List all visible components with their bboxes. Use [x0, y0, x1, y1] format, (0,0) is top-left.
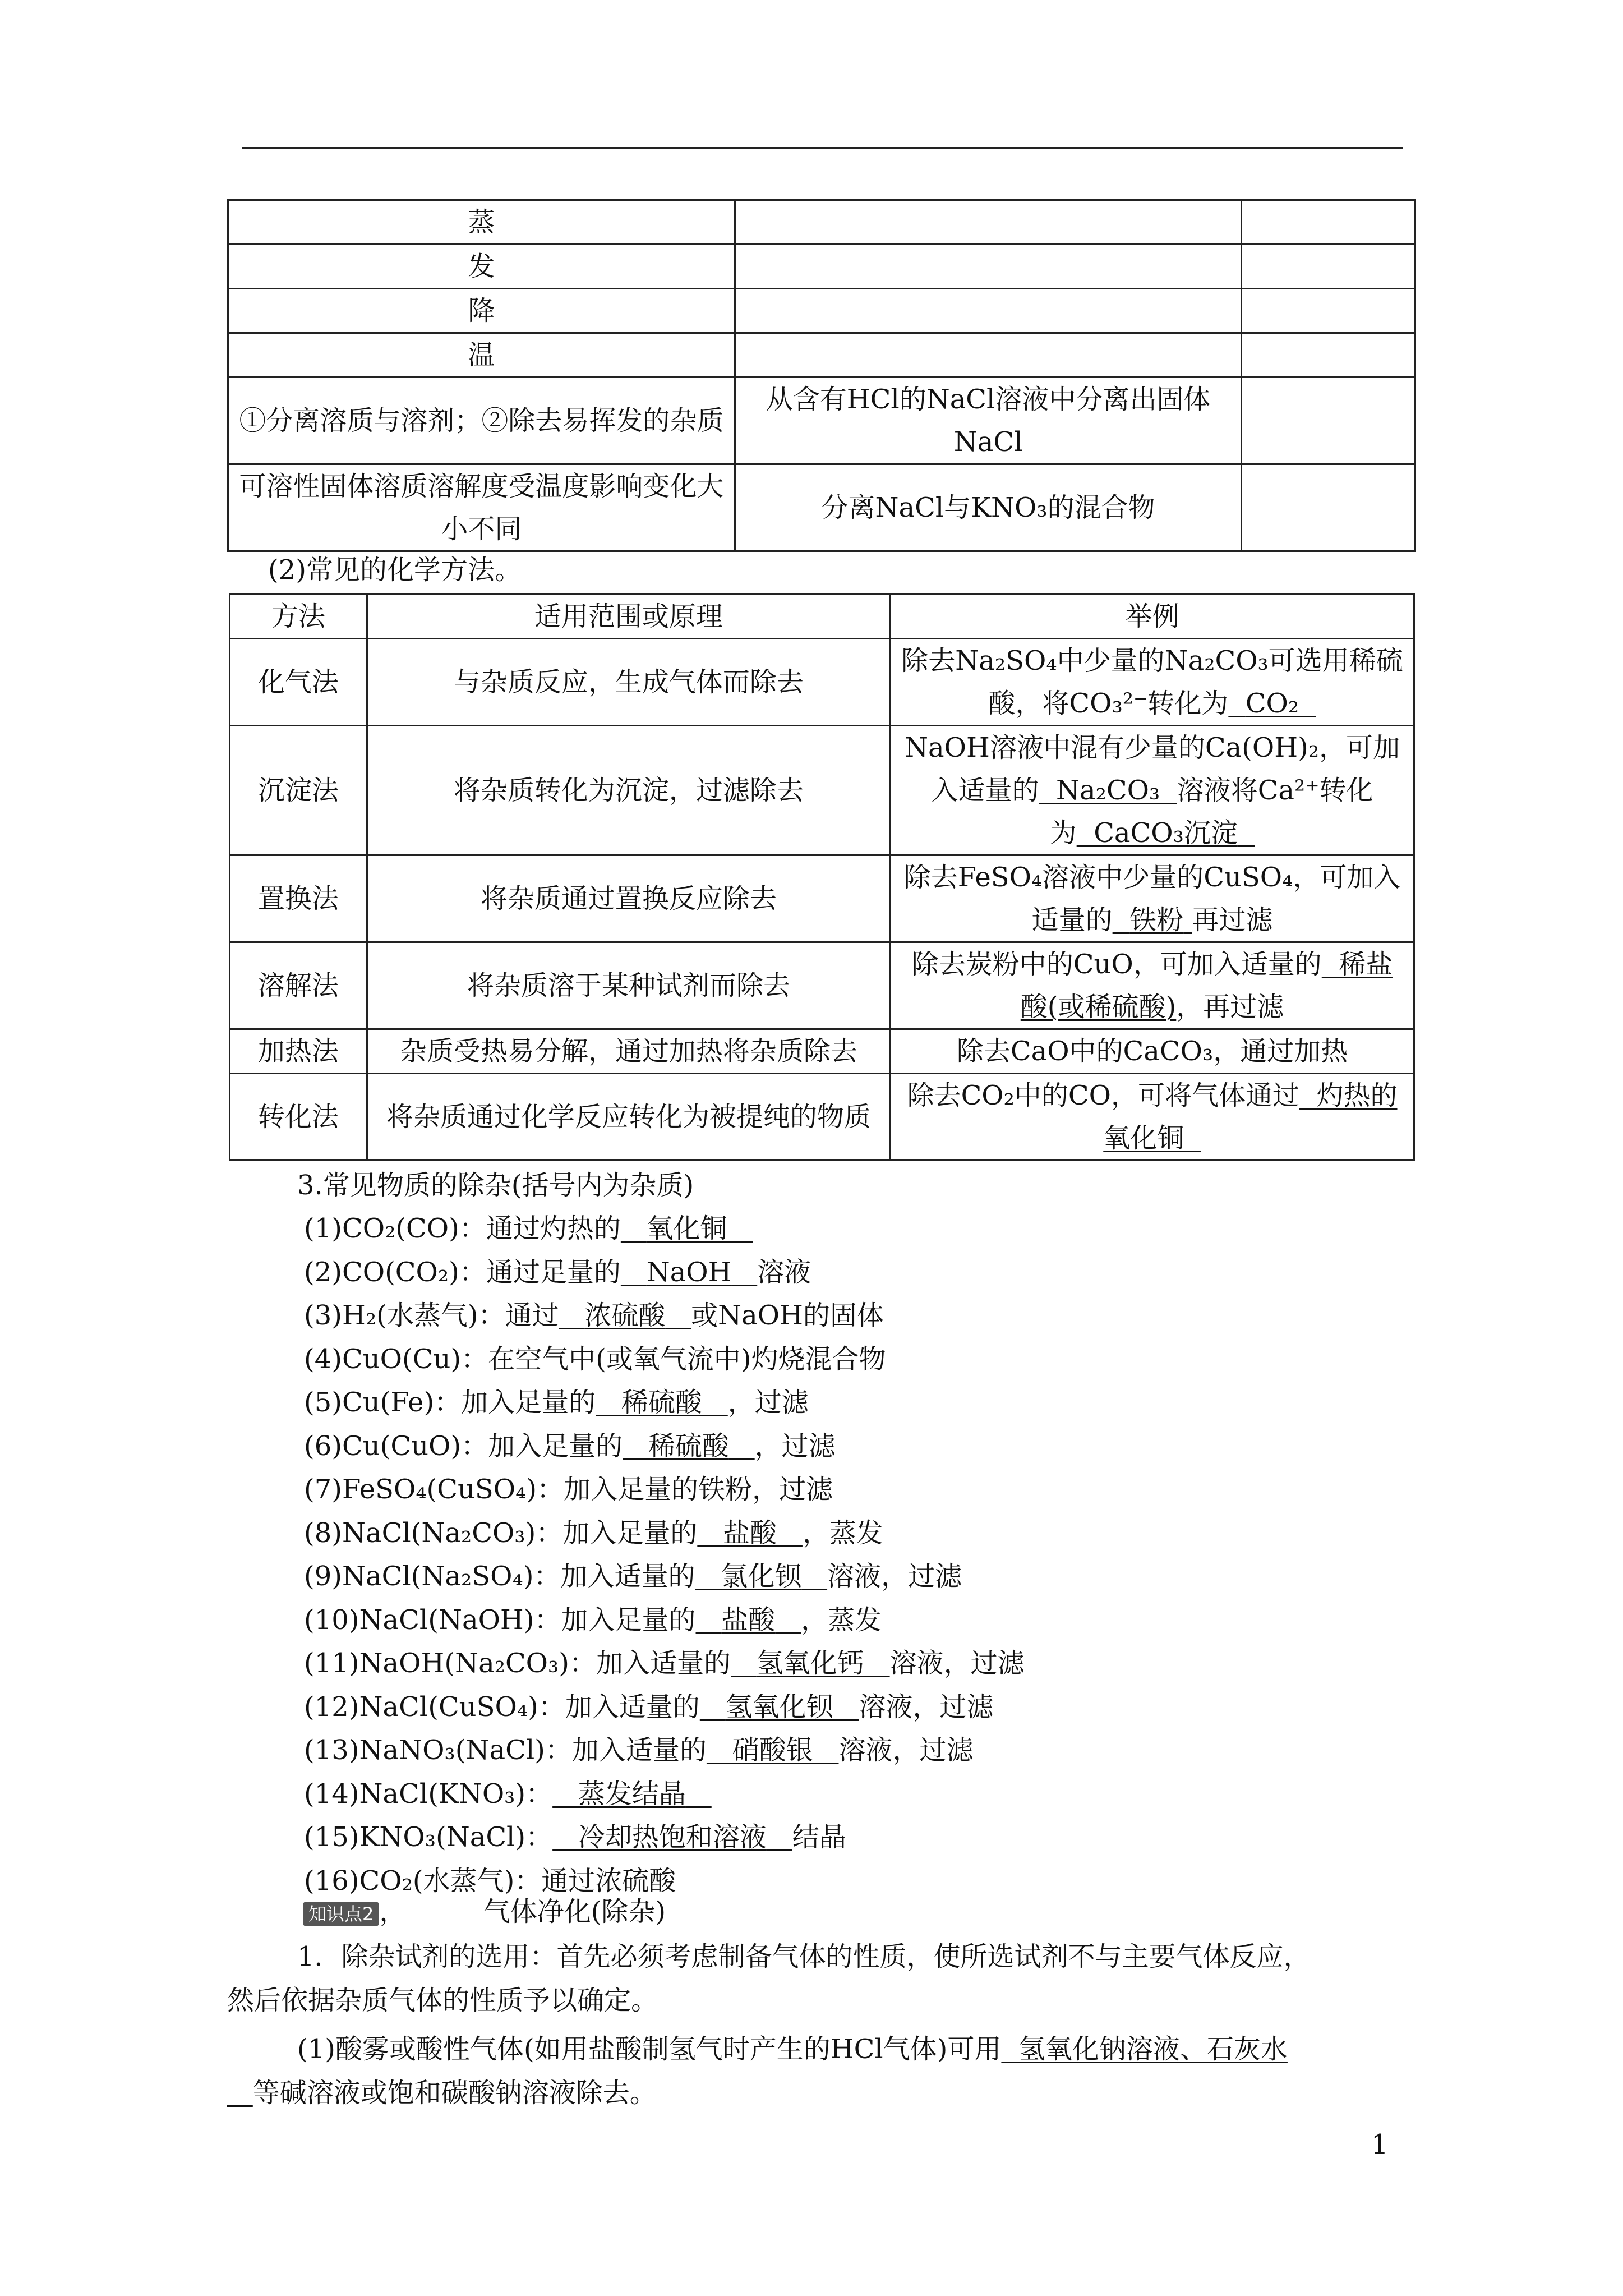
paragraph-line	[297, 2028, 1288, 2070]
answer-blank	[559, 1300, 691, 1331]
table-cell	[1242, 245, 1415, 289]
answer-text: NaOH	[646, 1257, 732, 1288]
answer-blank	[552, 1778, 712, 1810]
example-text: 除去CaO中的CaCO₃，通过加热	[956, 1036, 1348, 1067]
table-row	[228, 464, 1415, 551]
answer-text: CaCO₃沉淀	[1094, 817, 1238, 849]
answer-text: 氢氧化钡	[725, 1691, 833, 1723]
example-text: 除去CO₂中的CO，可将气体通过	[907, 1080, 1299, 1111]
item-text: (4)CuO(Cu)：在空气中(或氧气流中)灼烧混合物	[304, 1343, 886, 1375]
list-item	[304, 1425, 836, 1467]
item-text: (6)Cu(CuO)：加入足量的	[304, 1430, 623, 1462]
table-row	[228, 289, 1415, 333]
list-item	[304, 1338, 886, 1381]
example-text: 除去FeSO₄溶液中少量的CuSO₄，可加入适量的	[903, 862, 1401, 936]
item-text: (7)FeSO₄(CuSO₄)：加入足量的铁粉，过滤	[304, 1474, 833, 1505]
item-text: (16)CO₂(水蒸气)：通过浓硫酸	[304, 1865, 676, 1897]
table-cell: 温	[228, 333, 735, 378]
list-item	[304, 1207, 753, 1250]
item-text: 溶液，过滤	[838, 1734, 974, 1766]
method-cell: 置换法	[230, 855, 367, 942]
table-row	[230, 1074, 1414, 1161]
principle-cell: 与杂质反应，生成气体而除去	[367, 639, 890, 726]
answer-text: CO₂	[1245, 688, 1299, 719]
method-cell: 溶解法	[230, 942, 367, 1029]
method-cell: 转化法	[230, 1074, 367, 1161]
table-cell	[1242, 333, 1415, 378]
principle-cell: 将杂质通过化学反应转化为被提纯的物质	[367, 1074, 890, 1161]
paragraph-text: 等碱溶液或饱和碳酸钠溶液除去。	[252, 2077, 657, 2109]
table-row	[230, 1029, 1414, 1074]
principle-cell: 杂质受热易分解，通过加热将杂质除去	[367, 1029, 890, 1074]
answer-text: 浓硫酸	[584, 1300, 666, 1331]
answer-text: 氯化钡	[721, 1561, 802, 1592]
physical-methods-table	[227, 199, 1416, 552]
example-text: 再过滤	[1192, 904, 1273, 936]
list-item	[304, 1294, 884, 1337]
table-cell: 分离NaCl与KNO₃的混合物	[735, 464, 1242, 551]
paragraph-line: 然后依据杂质气体的性质予以确定。	[227, 1985, 658, 2016]
example-text: 溶液将Ca²⁺转化为	[1049, 775, 1373, 849]
table-cell	[735, 200, 1242, 245]
item-text: (14)NaCl(KNO₃)：	[304, 1778, 553, 1810]
table-row	[230, 726, 1414, 855]
item-text: 或NaOH的固体	[691, 1300, 884, 1331]
principle-cell: 将杂质转化为沉淀，过滤除去	[367, 726, 890, 855]
answer-blank	[1039, 775, 1177, 806]
table-cell	[735, 333, 1242, 378]
list-item	[304, 1729, 974, 1772]
table-cell	[1242, 289, 1415, 333]
item-text: (5)Cu(Fe)：加入足量的	[304, 1387, 596, 1418]
list-item	[304, 1599, 882, 1641]
answer-blank	[707, 1734, 839, 1766]
answer-text: 硝酸银	[732, 1734, 813, 1766]
answer-text: 铁粉	[1129, 904, 1184, 936]
item-text: (11)NaOH(Na₂CO₃)：加入适量的	[304, 1648, 731, 1679]
answer-blank	[596, 1387, 728, 1418]
answer-text: 灼热的氧化铜	[1103, 1080, 1398, 1154]
table-cell: 降	[228, 289, 735, 333]
column-header: 举例	[891, 595, 1414, 639]
list-item	[304, 1251, 811, 1294]
principle-cell: 将杂质溶于某种试剂而除去	[367, 942, 890, 1029]
example-cell	[891, 639, 1414, 726]
section-heading-chemical: (2)常见的化学方法。	[268, 554, 522, 586]
example-cell	[891, 855, 1414, 942]
item-text: (13)NaNO₃(NaCl)：加入适量的	[304, 1734, 707, 1766]
item-text: 溶液	[757, 1257, 811, 1288]
answer-blank	[700, 1691, 859, 1723]
table-row	[228, 245, 1415, 289]
answer-text: 稀硫酸	[621, 1387, 702, 1418]
item-text: (3)H₂(水蒸气)：通过	[304, 1300, 559, 1331]
answer-blank	[621, 1213, 753, 1244]
example-text: 除去炭粉中的CuO，可加入适量的	[911, 949, 1322, 980]
example-cell	[891, 726, 1414, 855]
example-cell	[891, 1074, 1414, 1161]
knowledge-title: 气体净化(除杂)	[483, 1896, 666, 1927]
paragraph-text: (1)酸雾或酸性气体(如用盐酸制氢气时产生的HCl气体)可用	[297, 2033, 1002, 2065]
header-rule	[242, 147, 1403, 149]
item-text: 溶液，过滤	[827, 1561, 962, 1592]
answer-text: 氧化铜	[646, 1213, 727, 1244]
list-item	[304, 1816, 846, 1858]
example-text: 除去Na₂SO₄中少量的Na₂CO₃可选用稀硫酸，将CO₃²⁻转化为	[901, 645, 1403, 719]
list-item	[304, 1642, 1025, 1685]
table-row	[230, 942, 1414, 1029]
answer-blank	[1113, 904, 1192, 936]
table-cell	[1242, 378, 1415, 464]
list-item	[304, 1468, 833, 1511]
answer-blank	[623, 1430, 755, 1462]
item-text: ，蒸发	[802, 1517, 883, 1549]
section-heading-common: 3.常见物质的除杂(括号内为杂质)	[297, 1170, 694, 1201]
answer-blank	[621, 1257, 757, 1288]
table-row	[228, 378, 1415, 464]
answer-blank	[731, 1648, 890, 1679]
chemical-methods-table	[229, 593, 1415, 1161]
list-item	[304, 1512, 883, 1554]
example-cell	[891, 1029, 1414, 1074]
page-number: 1	[1371, 2129, 1389, 2160]
table-row	[230, 639, 1414, 726]
answer-blank	[1228, 688, 1316, 719]
list-item	[304, 1773, 712, 1815]
column-header: 适用范围或原理	[367, 595, 890, 639]
answer-blank	[1001, 2033, 1288, 2065]
list-item	[304, 1381, 809, 1424]
table-cell: 发	[228, 245, 735, 289]
table-cell: ①分离溶质与溶剂；②除去易挥发的杂质	[228, 378, 735, 464]
list-item	[304, 1686, 993, 1728]
item-text: (10)NaCl(NaOH)：加入足量的	[304, 1604, 696, 1636]
item-text: (15)KNO₃(NaCl)：	[304, 1821, 553, 1853]
table-header-row	[230, 595, 1414, 639]
item-text: ，蒸发	[801, 1604, 882, 1636]
answer-text: 稀硫酸	[648, 1430, 729, 1462]
answer-text: 蒸发结晶	[578, 1778, 686, 1810]
table-row	[228, 333, 1415, 378]
table-row	[230, 855, 1414, 942]
item-text: (2)CO(CO₂)：通过足量的	[304, 1257, 621, 1288]
answer-text: Na₂CO₃	[1055, 775, 1160, 806]
item-text: (8)NaCl(Na₂CO₃)：加入足量的	[304, 1517, 698, 1549]
example-text: ，再过滤	[1176, 991, 1284, 1023]
answer-blank	[552, 1821, 792, 1853]
table-cell	[1242, 464, 1415, 551]
table-cell: 蒸	[228, 200, 735, 245]
column-header: 方法	[230, 595, 367, 639]
table-cell: 从含有HCl的NaCl溶液中分离出固体NaCl	[735, 378, 1242, 464]
answer-text: 氢氧化钙	[756, 1648, 864, 1679]
principle-cell: 将杂质通过置换反应除去	[367, 855, 890, 942]
table-cell	[735, 289, 1242, 333]
example-cell	[891, 942, 1414, 1029]
table-row	[228, 200, 1415, 245]
answer-text: 冷却热饱和溶液	[578, 1821, 767, 1853]
knowledge-point-heading: 知识点2 ， 气体净化(除杂)	[303, 1890, 666, 1933]
paragraph-line	[227, 2072, 657, 2114]
item-text: ，过滤	[754, 1430, 836, 1462]
answer-blank	[1077, 817, 1255, 849]
answer-blank	[697, 1517, 803, 1549]
method-cell: 加热法	[230, 1029, 367, 1074]
answer-blank	[695, 1561, 827, 1592]
paragraph-line: 1．除杂试剂的选用：首先必须考虑制备气体的性质，使所选试剂不与主要气体反应，	[297, 1941, 1311, 1972]
table-cell: 可溶性固体溶质溶解度受温度影响变化大小不同	[228, 464, 735, 551]
item-text: (9)NaCl(Na₂SO₄)：加入适量的	[304, 1561, 695, 1592]
table-cell	[1242, 200, 1415, 245]
method-cell: 化气法	[230, 639, 367, 726]
method-cell: 沉淀法	[230, 726, 367, 855]
item-text: 溶液，过滤	[859, 1691, 994, 1723]
answer-text: 稀盐酸(或稀硫酸)	[1020, 949, 1393, 1023]
list-item	[304, 1555, 962, 1598]
answer-blank	[696, 1604, 801, 1636]
example-text: NaOH溶液中混有少量的Ca(OH)₂，可加入适量的	[904, 732, 1400, 806]
table-cell	[735, 245, 1242, 289]
answer-blank	[227, 2077, 253, 2109]
item-text: 结晶	[792, 1821, 846, 1853]
knowledge-badge: 知识点2	[303, 1902, 379, 1926]
answer-text: 盐酸	[721, 1604, 776, 1636]
item-text: (1)CO₂(CO)：通过灼热的	[304, 1213, 621, 1244]
answer-text: 盐酸	[723, 1517, 777, 1549]
item-text: ，过滤	[727, 1387, 809, 1418]
answer-text: 氢氧化钠溶液、石灰水	[1018, 2033, 1288, 2065]
item-text: 溶液，过滤	[889, 1648, 1025, 1679]
item-text: (12)NaCl(CuSO₄)：加入适量的	[304, 1691, 700, 1723]
